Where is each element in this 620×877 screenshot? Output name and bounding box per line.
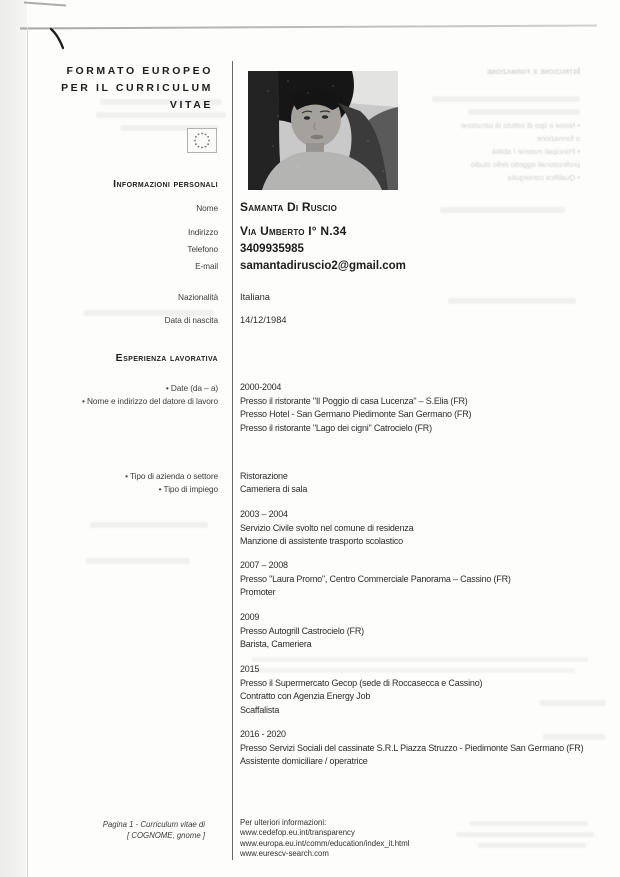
document-title-line3: VITAE xyxy=(169,99,213,111)
entry6-dates: 2016 - 2020 xyxy=(240,729,286,739)
personal-row-email xyxy=(40,260,610,272)
personal-row-telefono xyxy=(40,243,610,255)
personal-row-nazionalita xyxy=(40,292,610,302)
label-data-di-nascita: Data di nascita xyxy=(164,315,218,325)
bleedthrough-heading: Istruzione e formazione xyxy=(486,66,580,76)
entry1-line1: Presso il ristorante "Il Poggio di casa Lucenza" – S.Elia (FR) xyxy=(240,395,468,406)
section-title-informazioni-personali: Informazioni personali xyxy=(113,178,218,190)
entry6-line1: Presso Servizi Sociali del cassinate S.R.L Piazza Struzzo - Piedimonte San Germano (FR) xyxy=(240,742,584,753)
page-top-edge xyxy=(20,24,597,29)
document-title-line1: FORMATO EUROPEO xyxy=(66,65,213,77)
document-title-line2: PER IL CURRICULUM xyxy=(61,82,213,94)
label-tipo-impiego: • Tipo di impiego xyxy=(158,484,218,494)
value-tipo-azienda: Ristorazione xyxy=(240,471,288,481)
value-email: samantadiruscio2@gmail.com xyxy=(240,260,406,272)
experience-entry-4 xyxy=(240,611,364,652)
label-indirizzo: Indirizzo xyxy=(188,227,218,237)
label-tipo-azienda: • Tipo di azienda o settore xyxy=(125,471,218,481)
footer-page-line2: [ COGNOME, gnome ] xyxy=(127,830,205,840)
experience-entry-2 xyxy=(240,508,413,549)
entry6-line2: Assistente domiciliare / operatrice xyxy=(240,756,368,766)
experience-entry-6 xyxy=(240,728,583,769)
entry3-line2: Promoter xyxy=(240,587,276,597)
entry2-line1: Servizio Civile svolto nel comune di residenza xyxy=(240,522,414,533)
bleedthrough-smudge xyxy=(470,821,588,826)
experience-entry-1 xyxy=(240,381,471,435)
entry1-line3: Presso il ristorante "Lago dei cigni" Catrocielo (FR) xyxy=(240,422,432,433)
label-date-da-a: • Date (da – a) xyxy=(165,383,218,393)
bleedthrough-smudge xyxy=(456,832,594,837)
entry4-line2: Barista, Cameriera xyxy=(240,639,312,649)
value-indirizzo: Via Umberto I° N.34 xyxy=(240,224,347,238)
bleedthrough-smudge xyxy=(540,700,606,706)
bleedthrough-smudge xyxy=(478,843,586,848)
footer-page-info xyxy=(40,820,205,841)
label-email: E-mail xyxy=(195,261,218,271)
document-title xyxy=(40,63,213,114)
footer-page-line1: Pagina 1 - Curriculum vitae di xyxy=(102,820,205,829)
footer-link-cedefop: www.cedefop.eu.int/transparency xyxy=(240,828,355,838)
footer-links xyxy=(240,818,409,859)
entry2-dates: 2003 – 2004 xyxy=(240,509,288,519)
eu-flag-icon xyxy=(187,128,217,153)
entry5-line1: Presso il Supermercato Gecop (sede di Roccasecca e Cassino) xyxy=(240,677,483,688)
entry2-line2: Manzione di assistente trasporto scolastico xyxy=(240,536,403,546)
page-left-edge xyxy=(27,27,28,877)
footer-link-eurescv: www.eurescv-search.com xyxy=(240,848,329,858)
scanner-edge-strip xyxy=(0,0,27,877)
entry5-line2: Contratto con Agenzia Energy Job xyxy=(240,691,371,701)
section-title-esperienza-lavorativa: Esperienza lavorativa xyxy=(115,352,218,364)
personal-row-indirizzo xyxy=(40,224,610,238)
bleedthrough-smudge xyxy=(90,522,208,528)
bleedthrough-text: Istruzione e formazione • Nome e tipo di istituto di istruzione o formazione • Principali materie / abilità professionali oggetto dello studio • Qualifica conseguita xyxy=(398,66,580,184)
value-nazionalita: Italiana xyxy=(240,292,270,302)
value-telefono: 3409935985 xyxy=(240,243,304,255)
personal-row-data-di-nascita xyxy=(40,315,610,325)
entry1-line2: Presso Hotel - San Germano Piedimonte San Germano (FR) xyxy=(240,409,472,419)
bleedthrough-smudge xyxy=(86,558,190,564)
entry5-dates: 2015 xyxy=(240,664,260,674)
page-corner-shadow xyxy=(24,2,66,7)
entry3-line1: Presso "Laura Promo", Centro Commerciale Panorama – Cassino (FR) xyxy=(240,573,511,584)
label-datore-di-lavoro: • Nome e indirizzo del datore di lavoro xyxy=(82,396,218,406)
experience-entry-5 xyxy=(240,663,482,717)
bleedthrough-smudge xyxy=(468,109,580,115)
entry4-dates: 2009 xyxy=(240,612,260,622)
footer-link-europa: www.europa.eu.int/comm/education/index_it.html xyxy=(240,838,410,848)
experience-entry-3 xyxy=(240,559,511,600)
column-divider-line xyxy=(232,61,233,860)
bleedthrough-smudge xyxy=(432,96,580,102)
value-data-di-nascita: 14/12/1984 xyxy=(240,315,287,325)
bleedthrough-smudge xyxy=(252,657,588,662)
personal-row-nome xyxy=(40,200,610,214)
footer-links-title: Per ulteriori informazioni: xyxy=(240,818,327,827)
value-nome: Samanta Di Ruscio xyxy=(240,200,338,214)
label-telefono: Telefono xyxy=(187,244,218,254)
profile-photo xyxy=(248,71,398,190)
entry1-dates: 2000-2004 xyxy=(240,382,282,392)
label-nazionalita: Nazionalità xyxy=(178,292,218,302)
value-tipo-impiego: Cameriera di sala xyxy=(240,484,308,494)
entry3-dates: 2007 – 2008 xyxy=(240,560,288,570)
pen-mark xyxy=(45,24,75,56)
label-nome: Nome xyxy=(196,203,218,213)
entry4-line1: Presso Autogrill Castrocielo (FR) xyxy=(240,625,364,636)
entry5-line3: Scaffalista xyxy=(240,704,280,715)
